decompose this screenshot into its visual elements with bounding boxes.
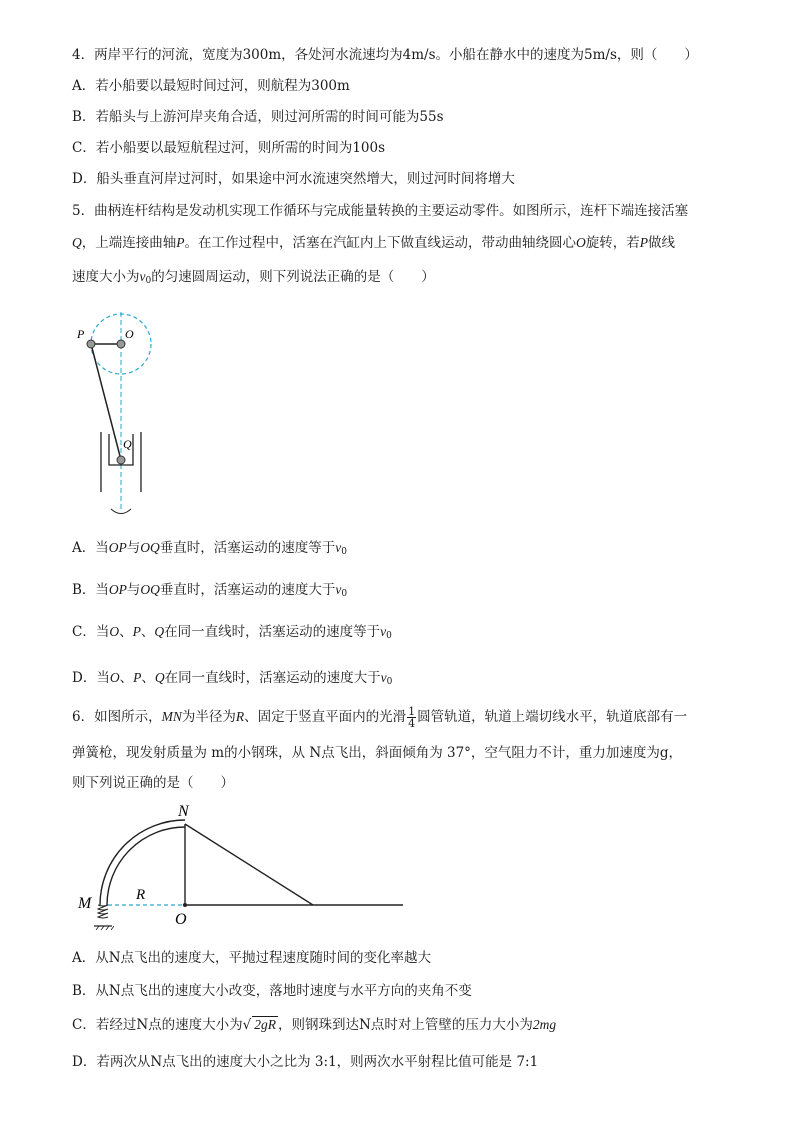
point-q <box>117 456 125 464</box>
q5-var-o: O <box>576 235 586 250</box>
q6-option-b: B．从N点飞出的速度大小改变，落地时速度与水平方向的夹角不变 <box>72 983 472 999</box>
label-p: P <box>77 327 85 341</box>
spring-gun <box>98 905 108 918</box>
q5-option-a: A．当OP与OQ垂直时，活塞运动的速度等于$v_0$ <box>72 540 347 557</box>
label-q: Q <box>123 437 132 451</box>
label-r: R <box>136 887 146 903</box>
q6-stem-line-2: 弹簧枪，现发射质量为 m的小钢珠，从 N点飞出，斜面倾角为 37°，空气阻力不计，重力加速度为g， <box>72 745 683 761</box>
q6-track-figure <box>70 800 410 930</box>
sqrt-radicand: 2gR <box>254 1017 277 1032</box>
q5-stem-line-1: 5．曲柄连杆结构是发动机实现工作循环与完成能量转换的主要运动零件。如图所示，连杆下端连接活塞 <box>72 203 689 219</box>
q6-stem-line-1: 6．如图所示，MN为半径为R、固定于竖直平面内的光滑 $\frac{1}{4}$ 圆管轨道，轨道上端切线水平，轨道底部有一 <box>72 705 688 730</box>
incline <box>185 824 313 905</box>
q4-option-d: D．船头垂直河岸过河时，如果途中河水流速突然增大，则过河时间将增大 <box>72 171 515 187</box>
label-o: O <box>175 911 187 928</box>
point-o <box>183 903 187 907</box>
label-m: M <box>78 895 92 912</box>
point-p <box>87 340 95 348</box>
q4-option-b: B．若船头与上游河岸夹角合适，则过河所需的时间可能为55s <box>72 109 444 125</box>
q5-option-d: D．当O、P、Q在同一直线时，活塞运动的速度大于$v_0$ <box>72 670 393 687</box>
q5-var-q: Q <box>72 235 82 250</box>
q5-option-c: C．当O、P、Q在同一直线时，活塞运动的速度等于$v_0$ <box>72 624 392 641</box>
sqrt-sign: √ <box>242 1017 252 1033</box>
q5-option-b: B．当OP与OQ垂直时，活塞运动的速度大于$v_0$ <box>72 582 348 599</box>
q4-option-a: A．若小船要以最短时间过河，则航程为300m <box>72 78 350 94</box>
base-arc <box>111 509 131 514</box>
tube-outer-wall <box>107 827 185 905</box>
q6-option-d: D．若两次从N点飞出的速度大小之比为 3:1，则两次水平射程比值可能是 7:1 <box>72 1054 539 1070</box>
q5-stem-line-2: Q，上端连接曲轴P。在工作过程中，活塞在汽缸内上下做直线运动，带动曲轴绕圆心O旋转，若P做线 <box>72 235 675 251</box>
connecting-rod <box>91 344 121 460</box>
label-n: N <box>178 803 189 820</box>
point-o <box>117 340 125 348</box>
fraction-one-quarter: $\frac{1}{4}$ <box>408 705 416 730</box>
q5-crank-figure <box>74 312 164 522</box>
q6-option-c: C．若经过N点的速度大小为√ 2gR ，则钢珠到达N点时对上管壁的压力大小为2mg <box>72 1017 557 1033</box>
q4-option-c: C．若小船要以最短航程过河，则所需的时间为100s <box>72 140 386 156</box>
q6-option-a: A．从N点飞出的速度大，平抛过程速度随时间的变化率越大 <box>72 950 432 966</box>
q5-stem-line-3: 速度大小为$v_0$的匀速圆周运动，则下列说法正确的是（ ） <box>72 269 435 286</box>
label-o: O <box>125 327 134 341</box>
q4-stem: 4．两岸平行的河流，宽度为300m，各处河水流速均为4m/s。小船在静水中的速度为5m/s，则（ ） <box>72 47 698 63</box>
q6-stem-line-3: 则下列说正确的是（ ） <box>72 775 234 791</box>
q5-var-p: P <box>176 235 185 250</box>
